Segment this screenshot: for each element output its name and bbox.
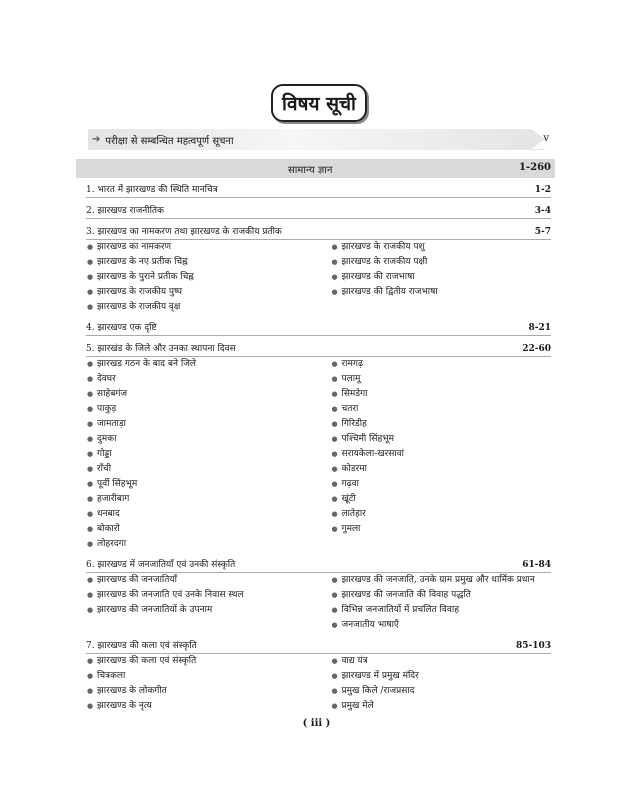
bullet-icon: ● <box>331 360 338 368</box>
bullet-icon: ● <box>331 258 338 266</box>
topic-item <box>86 402 319 417</box>
topic-label: हजारीबाग <box>97 494 130 504</box>
topic-item <box>331 618 552 633</box>
topic-label: पाकुड़ <box>97 404 117 414</box>
bullet-icon: ● <box>331 510 338 518</box>
notice-page: v <box>543 133 549 144</box>
topic-label: रामगढ़ <box>341 359 364 369</box>
bullet-icon: ● <box>331 576 338 584</box>
topic-item <box>86 573 319 588</box>
chapter-pages: 61-84 <box>522 560 551 570</box>
bullet-icon: ● <box>331 687 338 695</box>
topic-item <box>86 300 319 315</box>
chapter-row[interactable] <box>86 639 551 654</box>
bullet-icon: ● <box>331 591 338 599</box>
topic-label: वाद्य यंत्र <box>341 656 368 666</box>
bullet-icon: ● <box>87 687 94 695</box>
chapter-title: 5. झारखंड के जिले और उनका स्थापना दिवस <box>86 344 236 354</box>
chapter-pages: 5-7 <box>534 227 551 237</box>
topic-item <box>86 357 319 372</box>
table-of-contents <box>86 183 551 714</box>
topic-item <box>331 447 552 462</box>
notice-label: परीक्षा से सम्बन्धित महत्वपूर्ण सूचना <box>105 135 234 147</box>
topic-item <box>331 387 552 402</box>
bullet-icon: ● <box>331 288 338 296</box>
bullet-icon: ● <box>87 375 94 383</box>
chapter-pages: 1-2 <box>534 185 551 195</box>
chapter-row[interactable] <box>86 225 551 240</box>
topic-item <box>331 270 552 285</box>
topic-item <box>331 669 552 684</box>
topic-label: झारखण्ड के राजकीय पक्षी <box>341 257 428 267</box>
bullet-icon: ● <box>331 702 338 710</box>
bullet-icon: ● <box>87 672 94 680</box>
topic-label: लातेहार <box>341 509 366 519</box>
bullet-icon: ● <box>87 465 94 473</box>
topics-column-left <box>86 654 319 714</box>
topic-label: चतरा <box>341 404 359 414</box>
chapter-topics <box>86 357 551 552</box>
topic-item <box>86 477 319 492</box>
topic-label: प्रमुख मेले <box>341 701 374 711</box>
topic-label: कोडरमा <box>341 464 367 474</box>
topic-item <box>331 588 552 603</box>
exam-notice-row[interactable] <box>88 129 549 150</box>
topics-column-left <box>86 240 319 315</box>
chapter-row[interactable] <box>86 342 551 357</box>
topic-label: झारखण्ड की कला एवं संस्कृति <box>97 656 197 666</box>
topic-label: गढ़वा <box>341 479 359 489</box>
bullet-icon: ● <box>87 510 94 518</box>
topic-item <box>331 285 552 300</box>
divider <box>86 218 551 219</box>
topic-label: गुमला <box>341 524 361 534</box>
bullet-icon: ● <box>87 450 94 458</box>
topic-label: राँची <box>97 464 112 474</box>
topic-label: जनजातीय भाषाएँ <box>341 620 399 630</box>
chapter-row[interactable] <box>86 558 551 573</box>
topic-label: झारखण्ड के नृत्य <box>97 701 152 711</box>
topic-label: झारखड गठन के बाद बने जिले <box>97 359 196 369</box>
topic-item <box>331 573 552 588</box>
bullet-icon: ● <box>87 288 94 296</box>
section-title: सामान्य ज्ञान <box>288 165 333 176</box>
divider <box>86 197 551 198</box>
topic-label: झारखण्ड की राजभाषा <box>341 272 415 282</box>
chapter-pages: 3-4 <box>534 206 551 216</box>
topic-label: झारखण्ड के पुराने प्रतीक चिह्न <box>97 272 194 282</box>
topic-label: दुमका <box>97 434 117 444</box>
topic-label: झारखण्ड की द्वितीय राजभाषा <box>341 287 438 297</box>
topic-item <box>86 462 319 477</box>
topic-label: झारखण्ड के राजकीय पुष्प <box>97 287 183 297</box>
divider <box>86 335 551 336</box>
bullet-icon: ● <box>87 576 94 584</box>
bullet-icon: ● <box>331 243 338 251</box>
chapter-topics <box>86 573 551 633</box>
chapter-row[interactable] <box>86 183 551 198</box>
topic-item <box>86 492 319 507</box>
chapter-title: 6. झारखण्ड में जनजातियाँ एवं उनकी संस्कृति <box>86 560 236 570</box>
topic-item <box>86 417 319 432</box>
topic-item <box>86 699 319 714</box>
chapter-row[interactable] <box>86 204 551 219</box>
bullet-icon: ● <box>331 405 338 413</box>
bullet-icon: ● <box>87 243 94 251</box>
bullet-icon: ● <box>331 525 338 533</box>
bullet-icon: ● <box>87 480 94 488</box>
bullet-icon: ● <box>87 657 94 665</box>
topic-item <box>86 603 319 618</box>
topic-item <box>331 492 552 507</box>
topic-item <box>331 255 552 270</box>
topic-item <box>331 357 552 372</box>
chapter-pages: 85-103 <box>515 641 551 651</box>
topic-item <box>331 432 552 447</box>
bullet-icon: ● <box>331 495 338 503</box>
chapter-title: 1. भारत में झारखण्ड की स्थिति मानचित्र <box>86 185 218 195</box>
topic-label: सिमडेगा <box>341 389 368 399</box>
bullet-icon: ● <box>87 435 94 443</box>
topic-label: प्रमुख किले /राजप्रसाद <box>341 686 415 696</box>
bullet-icon: ● <box>87 525 94 533</box>
topic-label: खूंटी <box>341 494 356 504</box>
topic-label: जामताड़ा <box>97 419 126 429</box>
bullet-icon: ● <box>331 450 338 458</box>
chapter-title: 3. झारखण्ड का नामकरण तथा झारखण्ड के राजकीय प्रतीक <box>86 227 282 237</box>
topic-label: झारखण्ड की जनजाति की विवाह पद्धति <box>341 590 471 600</box>
topic-item <box>86 522 319 537</box>
topic-item <box>86 432 319 447</box>
chapter-row[interactable] <box>86 321 551 336</box>
topic-item <box>86 255 319 270</box>
bullet-icon: ● <box>87 420 94 428</box>
topic-item <box>86 372 319 387</box>
topics-column-right <box>319 357 552 552</box>
topic-item <box>331 417 552 432</box>
bullet-icon: ● <box>87 495 94 503</box>
bullet-icon: ● <box>87 591 94 599</box>
bullet-icon: ● <box>87 540 94 548</box>
bullet-icon: ● <box>87 606 94 614</box>
topic-item <box>331 402 552 417</box>
chapter-topics <box>86 654 551 714</box>
topics-column-right <box>319 573 552 633</box>
bullet-icon: ● <box>331 672 338 680</box>
bullet-icon: ● <box>87 273 94 281</box>
bullet-icon: ● <box>87 405 94 413</box>
topic-item <box>86 507 319 522</box>
chapter-title: 4. झारखण्ड एक दृष्टि <box>86 323 157 333</box>
topic-item <box>86 684 319 699</box>
topic-label: झारखण्ड के नए प्रतीक चिह्न <box>97 257 188 267</box>
chapter-pages: 22-60 <box>522 344 551 354</box>
bullet-icon: ● <box>331 465 338 473</box>
bullet-icon: ● <box>331 435 338 443</box>
topics-column-left <box>86 357 319 552</box>
topic-label: पलामू <box>341 374 361 384</box>
topic-label: धनबाद <box>97 509 120 519</box>
arrow-right-icon: ➔ <box>92 134 101 145</box>
topic-item <box>331 699 552 714</box>
bullet-icon: ● <box>331 420 338 428</box>
topics-column-right <box>319 654 552 714</box>
section-pages: 1-260 <box>519 162 551 173</box>
topic-label: विभिन्न जनजातियों में प्रचलित विवाह <box>341 605 459 615</box>
topic-label: साहेबगंज <box>97 389 128 399</box>
topic-label: झारखण्ड की जनजातियाँ <box>97 575 177 585</box>
bullet-icon: ● <box>87 303 94 311</box>
topic-item <box>331 603 552 618</box>
topic-item <box>331 684 552 699</box>
chapter-title: 7. झारखण्ड की कला एवं संस्कृति <box>86 641 197 651</box>
chapter-title: 2. झारखण्ड राजनीतिक <box>86 206 164 216</box>
bullet-icon: ● <box>87 360 94 368</box>
topic-label: लोहरदगा <box>97 539 127 549</box>
bullet-icon: ● <box>331 480 338 488</box>
bullet-icon: ● <box>331 273 338 281</box>
page-title: विषय सूची <box>271 84 367 122</box>
topic-label: झारखण्ड की जनजातियों के उपनाम <box>97 605 213 615</box>
bullet-icon: ● <box>331 606 338 614</box>
bullet-icon: ● <box>87 702 94 710</box>
topic-item <box>86 387 319 402</box>
topic-item <box>86 270 319 285</box>
topic-item <box>86 447 319 462</box>
topic-label: पश्चिमी सिंहभूम <box>341 434 394 444</box>
topics-column-left <box>86 573 319 633</box>
topic-label: पूर्वी सिंहभूम <box>97 479 138 489</box>
bullet-icon: ● <box>331 621 338 629</box>
topic-label: बोकारो <box>97 524 120 534</box>
topic-label: चित्रकला <box>97 671 126 681</box>
topic-item <box>331 240 552 255</box>
topic-item <box>86 285 319 300</box>
topic-item <box>86 654 319 669</box>
bullet-icon: ● <box>331 390 338 398</box>
topic-item <box>86 588 319 603</box>
page-number: ( iii ) <box>302 718 331 729</box>
section-header <box>76 159 555 178</box>
topic-label: झारखण्ड के राजकीय पशु <box>341 242 425 252</box>
bullet-icon: ● <box>331 375 338 383</box>
topic-label: झारखण्ड के राजकीय वृक्ष <box>97 302 181 312</box>
bullet-icon: ● <box>331 657 338 665</box>
topic-item <box>331 462 552 477</box>
topic-label: झारखण्ड में प्रमुख मंदिर <box>341 671 419 681</box>
topic-item <box>86 240 319 255</box>
topic-label: गोड्डा <box>97 449 112 459</box>
topic-label: झारखण्ड की जनजाति, उनके ग्राम प्रमुख और धार्मिक प्रधान <box>341 575 535 585</box>
topic-label: झारखण्ड का नामकरण <box>97 242 172 252</box>
bullet-icon: ● <box>87 258 94 266</box>
topic-label: झारखण्ड के लोकगीत <box>97 686 167 696</box>
topic-item <box>86 669 319 684</box>
topic-item <box>86 537 319 552</box>
topic-item <box>331 372 552 387</box>
chapter-topics <box>86 240 551 315</box>
topic-item <box>331 477 552 492</box>
topic-label: गिरिडीह <box>341 419 367 429</box>
topics-column-right <box>319 240 552 315</box>
topic-label: झारखण्ड की जनजाति एवं उनके निवास स्थल <box>97 590 244 600</box>
topic-label: देवघर <box>97 374 116 384</box>
bullet-icon: ● <box>87 390 94 398</box>
topic-item <box>331 654 552 669</box>
topic-item <box>331 507 552 522</box>
chapter-pages: 8-21 <box>528 323 551 333</box>
topic-item <box>331 522 552 537</box>
topic-label: सरायकेला-खरसावां <box>341 449 404 459</box>
